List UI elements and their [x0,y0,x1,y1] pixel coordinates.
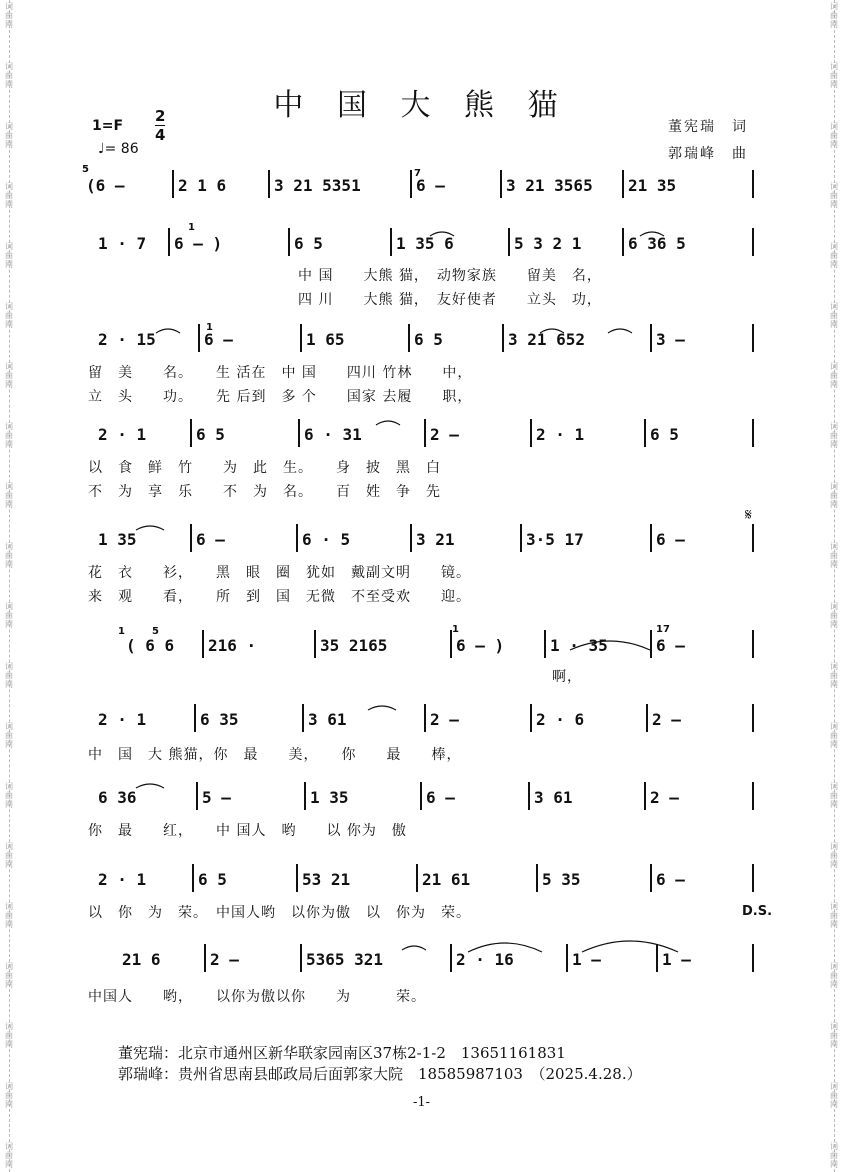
bar-line [288,228,290,256]
watermark-text: 词 曲 网 [830,422,838,449]
bar-line [192,864,194,892]
lyrics-verse-1: 中国人 哟， 以你为傲以你 为 荣。 [88,989,426,1005]
measure-notes: 5365 321 [306,950,384,969]
bar-line [420,782,422,810]
bar-line [650,864,652,892]
bar-line [194,704,196,732]
right-margin-watermark [825,0,843,1172]
measure-notes: 3 21 652 [508,330,586,349]
measure-notes: 6 35 [200,710,239,729]
measure-notes: 6 – [426,788,455,807]
measure-notes: 1 35 6 [396,234,454,253]
bar-line [296,864,298,892]
measure-notes: 6 36 5 [628,234,686,253]
measure-notes: 1 – [572,950,601,969]
lyrics-verse-1: 花 衣 衫， 黑 眼 圈 犹如 戴副文明 镜。 [88,565,471,581]
grace-note: 5 [82,164,89,175]
bar-line [752,170,754,198]
composer-credit: 郭瑞峰 曲 [668,146,748,162]
lyrics-verse-1: 中 国 大熊 猫， 动物家族 留美 名， [298,268,602,284]
bar-line [644,782,646,810]
watermark-text: 词 曲 网 [5,302,13,329]
bar-line [300,944,302,972]
watermark-text: 词 曲 网 [830,722,838,749]
bar-line [390,228,392,256]
measure-notes: 2 · 16 [456,950,514,969]
watermark-text: 词 曲 网 [5,242,13,269]
watermark-text: 词 曲 网 [5,422,13,449]
watermark-text: 词 曲 网 [830,962,838,989]
measure-notes: 2 – [430,710,459,729]
bar-line [410,524,412,552]
bar-line [168,228,170,256]
measure-notes: 1 · 35 [550,636,608,655]
watermark-text: 词 曲 网 [5,182,13,209]
measure-notes: 6 – [416,176,445,195]
bar-line [300,324,302,352]
bar-line [650,524,652,552]
watermark-text: 词 曲 网 [830,602,838,629]
bar-line [302,704,304,732]
watermark-text: 词 曲 网 [5,122,13,149]
bar-line [502,324,504,352]
watermark-text: 词 曲 网 [830,1082,838,1109]
watermark-text: 词 曲 网 [5,1022,13,1049]
song-title: 中 国 大 熊 猫 [273,88,570,123]
lyrics-verse-1: 留 美 名。 生 活在 中 国 四川 竹林 中， [88,365,473,381]
bar-line [190,419,192,447]
slur [608,329,632,333]
lyrics-verse-2: 四 川 大熊 猫， 友好使者 立头 功， [298,292,602,308]
measure-notes: 216 · [208,636,257,655]
measure-notes: 53 21 [302,870,351,889]
grace-note: 1 [452,624,459,635]
watermark-text: 词 曲 网 [5,902,13,929]
measure-notes: 1 35 [310,788,349,807]
measure-notes: 2 · 6 [536,710,585,729]
bar-line [198,324,200,352]
bar-line [650,324,652,352]
watermark-text: 词 曲 网 [830,62,838,89]
bar-line [296,524,298,552]
measure-notes: 5 3 2 1 [514,234,582,253]
bar-line [508,228,510,256]
watermark-text: 词 曲 网 [5,1142,13,1169]
measure-notes: 6 – ) [456,636,505,655]
measure-notes: 6 – [656,636,685,655]
measure-notes: 1 65 [306,330,345,349]
bar-line [752,704,754,732]
bar-line [536,864,538,892]
watermark-text: 词 曲 网 [830,902,838,929]
bar-line [520,524,522,552]
watermark-text: 词 曲 网 [830,122,838,149]
lyrics-verse-1: 中 国 大 熊猫，你 最 美， 你 最 棒， [88,747,462,763]
watermark-text: 词 曲 网 [5,842,13,869]
key-signature: 1=F [92,118,124,134]
composer-address: 郭瑞峰：贵州省思南县邮政局后面郭家大院 18585987103 （2025.4.28.） [118,1065,642,1083]
bar-line [450,944,452,972]
dal-segno-mark: D.S. [742,904,773,919]
measure-notes: 3 – [656,330,685,349]
slur [136,784,164,788]
bar-line [544,630,546,658]
measure-notes: ( 6 6 [126,636,175,655]
bar-line [500,170,502,198]
measure-notes: 2 – [650,788,679,807]
measure-notes: 2 · 1 [98,425,147,444]
watermark-text: 词 曲 网 [5,962,13,989]
bar-line [646,704,648,732]
measure-notes: 6 5 [198,870,227,889]
time-bottom: 4 [155,126,166,144]
bar-line [202,630,204,658]
bar-line [566,944,568,972]
bar-line [408,324,410,352]
measure-notes: 3 61 [308,710,347,729]
bar-line [314,630,316,658]
grace-note: 5 [152,626,159,637]
watermark-text: 词 曲 网 [830,542,838,569]
measure-notes: 6 · 5 [302,530,351,549]
grace-note: 1 [118,626,125,637]
watermark-text: 词 曲 网 [5,362,13,389]
measure-notes: 3 61 [534,788,573,807]
bar-line [752,782,754,810]
bar-line [622,228,624,256]
measure-notes: 1 35 [98,530,137,549]
time-signature [155,108,165,143]
measure-notes: 6 36 [98,788,137,807]
bar-line [304,782,306,810]
measure-notes: 3 21 3565 [506,176,593,195]
bar-line [416,864,418,892]
time-top: 2 [155,107,166,125]
measure-notes: 3·5 17 [526,530,584,549]
segno-sign: 𝄋 [745,505,752,524]
watermark-text: 词 曲 网 [830,482,838,509]
slur [156,329,180,333]
watermark-text: 词 曲 网 [830,782,838,809]
bar-line [298,419,300,447]
bar-line [752,524,754,552]
watermark-text: 词 曲 网 [830,662,838,689]
watermark-text: 词 曲 网 [5,62,13,89]
bar-line [410,170,412,198]
measure-notes: 6 5 [294,234,323,253]
slur [368,706,396,710]
measure-notes: 2 · 1 [98,710,147,729]
lyricist-address: 董宪瑞：北京市通州区新华联家园南区37栋2-1-2 13651161831 [118,1044,566,1062]
bar-line [752,864,754,892]
grace-note: 1 [206,322,213,333]
watermark-text: 词 曲 网 [830,1142,838,1169]
watermark-text: 词 曲 网 [830,2,838,29]
bar-line [530,704,532,732]
measure-notes: 6 5 [650,425,679,444]
bar-line [622,170,624,198]
measure-notes: 2 1 6 [178,176,227,195]
watermark-text: 词 曲 网 [830,242,838,269]
measure-notes: 6 – [196,530,225,549]
bar-line [196,782,198,810]
measure-notes: 6 – [656,530,685,549]
bar-line [752,324,754,352]
measure-notes: 6 5 [414,330,443,349]
measure-notes: 2 – [210,950,239,969]
slur [402,946,426,950]
measure-notes: 1 – [662,950,691,969]
measure-notes: 3 21 [416,530,455,549]
grace-note: 7 [414,168,421,179]
bar-line [752,630,754,658]
bar-line [204,944,206,972]
lyrics-verse-1: 啊， [552,669,582,685]
measure-notes: 21 35 [628,176,677,195]
page-number: -1- [412,1095,431,1110]
measure-notes: 5 – [202,788,231,807]
bar-line [424,419,426,447]
bar-line [190,524,192,552]
measure-notes: 3 21 5351 [274,176,361,195]
grace-note: 17 [656,624,670,635]
watermark-text: 词 曲 网 [830,1022,838,1049]
measure-notes: 6 5 [196,425,225,444]
watermark-text: 词 曲 网 [5,1082,13,1109]
bar-line [528,782,530,810]
lyrics-verse-1: 以 食 鲜 竹 为 此 生。 身 披 黑 白 [88,460,441,476]
bar-line [752,419,754,447]
bar-line [172,170,174,198]
bar-line [424,704,426,732]
lyrics-verse-1: 以 你 为 荣。 中国人哟 以你为傲 以 你为 荣。 [88,905,471,921]
slur [136,526,164,530]
watermark-text: 词 曲 网 [5,662,13,689]
measure-notes: 6 – [204,330,233,349]
measure-notes: 2 · 1 [98,870,147,889]
measure-notes: 1 · 7 [98,234,147,253]
watermark-text: 词 曲 网 [5,782,13,809]
measure-notes: 2 · 15 [98,330,156,349]
measure-notes: 2 – [652,710,681,729]
bar-line [656,944,658,972]
measure-notes: 5 35 [542,870,581,889]
measure-notes: (6 – [86,176,125,195]
watermark-text: 词 曲 网 [5,482,13,509]
watermark-text: 词 曲 网 [830,842,838,869]
bar-line [530,419,532,447]
lyricist-credit: 董宪瑞 词 [668,119,748,135]
lyrics-verse-2: 不 为 享 乐 不 为 名。 百 姓 争 先 [88,484,441,500]
measure-notes: 2 – [430,425,459,444]
watermark-text: 词 曲 网 [830,362,838,389]
grace-note: 1 [188,222,195,233]
measure-notes: 6 · 31 [304,425,362,444]
watermark-text: 词 曲 网 [5,542,13,569]
bar-line [644,419,646,447]
left-margin-watermark [0,0,18,1172]
watermark-text: 词 曲 网 [830,182,838,209]
measure-notes: 21 6 [122,950,161,969]
bar-line [268,170,270,198]
bar-line [650,630,652,658]
watermark-text: 词 曲 网 [5,2,13,29]
bar-line [752,228,754,256]
lyrics-verse-2: 来 观 看， 所 到 国 无微 不至受欢 迎。 [88,589,471,605]
watermark-text: 词 曲 网 [830,302,838,329]
measure-notes: 35 2165 [320,636,388,655]
lyrics-verse-2: 立 头 功。 先 后到 多 个 国家 去履 职， [88,389,473,405]
measure-notes: 6 – [656,870,685,889]
bar-line [752,944,754,972]
slur [376,421,400,425]
measure-notes: 21 61 [422,870,471,889]
watermark-text: 词 曲 网 [5,722,13,749]
measure-notes: 2 · 1 [536,425,585,444]
lyrics-verse-1: 你 最 红， 中 国人 哟 以 你为 傲 [88,823,407,839]
tempo-marking: ♩= 86 [98,141,139,157]
measure-notes: 6 – ) [174,234,223,253]
watermark-text: 词 曲 网 [5,602,13,629]
